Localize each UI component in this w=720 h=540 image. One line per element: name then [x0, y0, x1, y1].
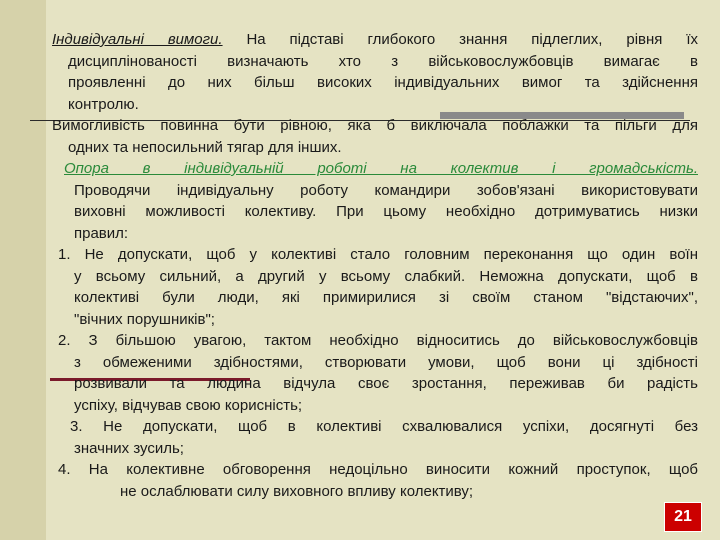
rule-4-line-2: не ослаблювати силу виховного впливу колективу;: [120, 482, 474, 500]
paragraph-1-rest: На підставі глибокого знання підлеглих, рівня їх: [222, 31, 698, 48]
paragraph-2-line-1: Вимогливість повинна бути рівною, яка б виключала поблажки та пільги для: [52, 117, 698, 134]
rule-4-line-1: 4. На колективне обговорення недоцільно виносити кожний проступок, щоб: [58, 461, 698, 478]
rule-2-line-4: успіху, відчував свою корисність;: [74, 396, 303, 414]
paragraph-1-line-2: дисциплінованості визначають хто з військовослужбовців вимагає в: [68, 52, 698, 70]
rule-2-line-3: розвивали та людина відчула своє зростання, переживав би радість: [74, 375, 698, 392]
rule-2-line-1: 2. З більшою увагою, тактом необхідно відноситись до військовослужбовців: [58, 332, 698, 349]
rule-3-line-1: 3. Не допускати, щоб в колективі схвалювалися успіхи, досягнуті без: [70, 418, 698, 435]
paragraph-3-line-4: правил:: [74, 224, 129, 242]
rule-2-line-2: з обмеженими здібностями, створювати умови, щоб вони ці здібності: [74, 353, 698, 371]
paragraph-1-lead: Індивідуальні вимоги.: [52, 31, 223, 48]
rule-1-line-3: колективі були люди, які примирилися зі своїм станом "відстаючих",: [74, 289, 698, 306]
paragraph-3-line-2: Проводячи індивідуальну роботу командири зобов'язані використовувати: [74, 181, 698, 199]
paragraph-1-line-3: проявленні до них більш високих індивідуальних вимог та здійснення: [68, 74, 698, 91]
paragraph-1-line-4: контролю.: [68, 95, 139, 113]
paragraph-3-line-3: виховні можливості колективу. При цьому необхідно дотримуватись низки: [74, 203, 698, 220]
rule-1-line-4: "вічних порушників";: [74, 310, 215, 328]
rule-1-line-2: у всьому сильний, а другий у всьому слабкий. Неможна допускати, щоб в: [74, 267, 698, 285]
paragraph-3-heading: Опора в індивідуальній роботі на колектив і громадськість.: [64, 160, 698, 177]
rule-3-line-2: значних зусиль;: [74, 439, 184, 457]
slide-body: [52, 29, 698, 502]
paragraph-1-line-1: [52, 29, 698, 51]
page-number-badge: 21: [664, 502, 702, 532]
rule-1-line-1: 1. Не допускати, щоб у колективі стало головним переконання що один воїн: [58, 246, 698, 263]
left-accent-bar: [0, 0, 46, 540]
paragraph-2-line-2: одних та непосильний тягар для інших.: [68, 138, 342, 156]
